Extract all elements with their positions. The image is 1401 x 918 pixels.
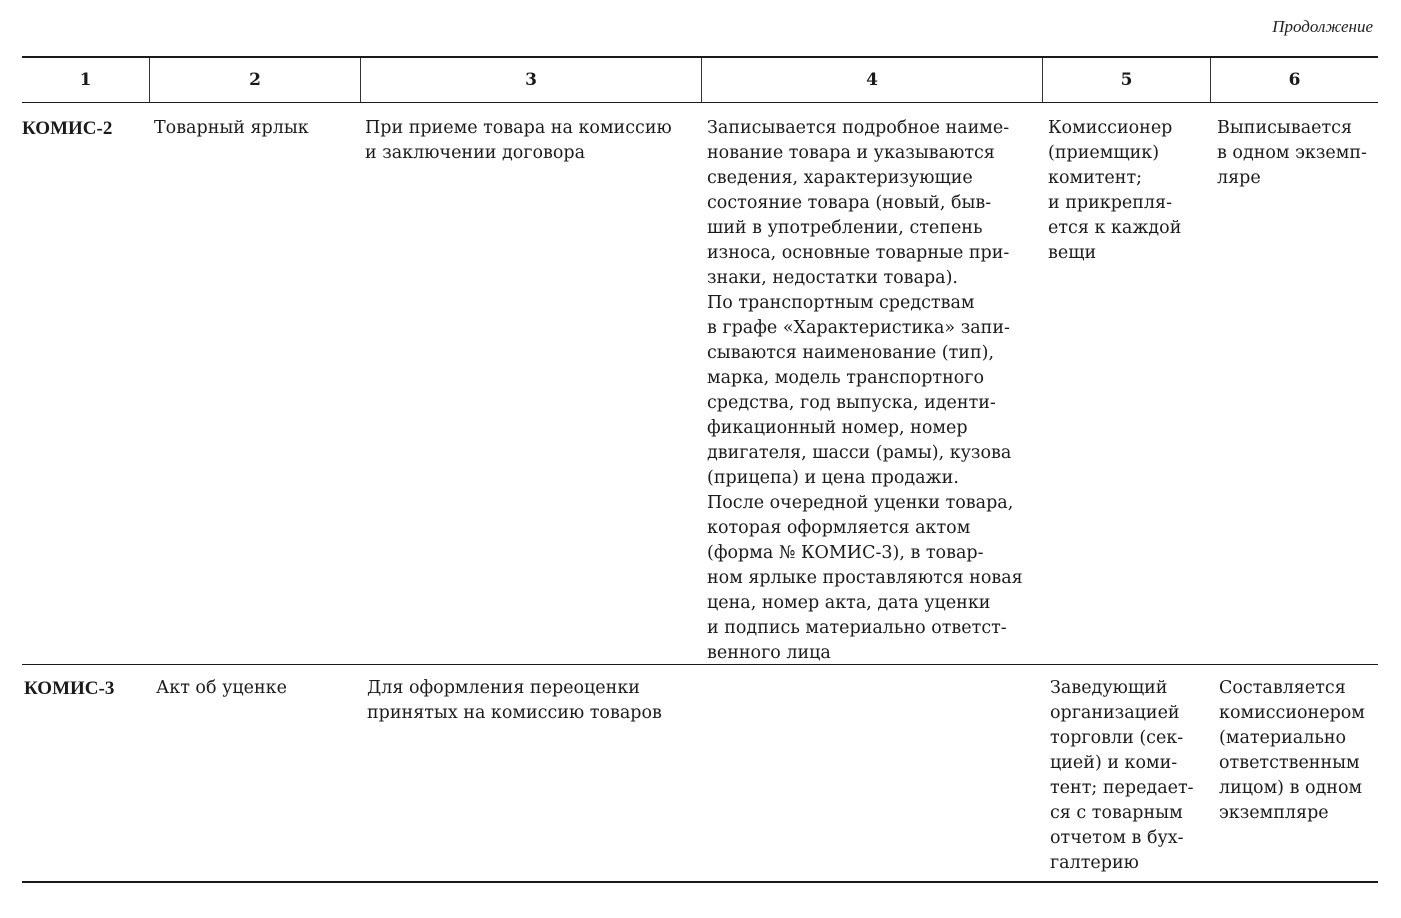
column-header-4: 4 — [866, 70, 878, 90]
table-bottom-rule — [22, 881, 1378, 883]
table-header-row — [22, 58, 1378, 102]
continuation-label: Продолжение — [1272, 17, 1373, 36]
form-copies: Составляется комиссионером (материально ответственным лицом) в одном экземпляре — [1219, 678, 1365, 823]
column-header-5: 5 — [1120, 70, 1133, 90]
column-header-2: 2 — [249, 70, 261, 90]
column-header-6: 6 — [1288, 70, 1301, 90]
form-name: Товарный ярлык — [154, 118, 309, 138]
form-signed-by: Комиссионер (приемщик) комитент; и прикрепля- ется к каждой вещи — [1048, 118, 1182, 263]
form-code: КОМИС-2 — [22, 118, 113, 139]
form-copies: Выписывается в одном экземп- ляре — [1217, 118, 1367, 188]
column-header-1: 1 — [79, 70, 92, 90]
form-signed-by: Заведующий организацией торговли (сек- цией) и коми- тент; передает- ся с товарным отчетом в бух- галтерию — [1050, 678, 1194, 873]
form-content: Записывается подробное наиме- нование товара и указываются сведения, характеризующие состояние товара (новый, быв- ший в употреблении, степень износа, основные товарные при- знаки, недостатки товара). По транспортным средствам в графе «Характеристика» запи- сываются наименование (тип), марка, модель транспортного средства, год выпуска, иденти- фикационный номер, номер двигателя, шасси (рамы), кузова (прицепа) и цена продажи. После очередной уценки товара, которая оформляется актом (форма № КОМИС-3), в товар- ном ярлыке проставляются новая цена, номер акта, дата уценки и подпись материально ответст- венного лица — [707, 118, 1023, 663]
form-purpose: Для оформления переоценки принятых на комиссию товаров — [367, 678, 662, 723]
table-row-rule — [22, 664, 1378, 665]
column-header-3: 3 — [525, 70, 537, 90]
form-purpose: При приеме товара на комиссию и заключении договора — [365, 118, 672, 163]
table-header-rule — [22, 102, 1378, 103]
form-name: Акт об уценке — [156, 678, 287, 698]
form-code: КОМИС-3 — [24, 678, 115, 699]
